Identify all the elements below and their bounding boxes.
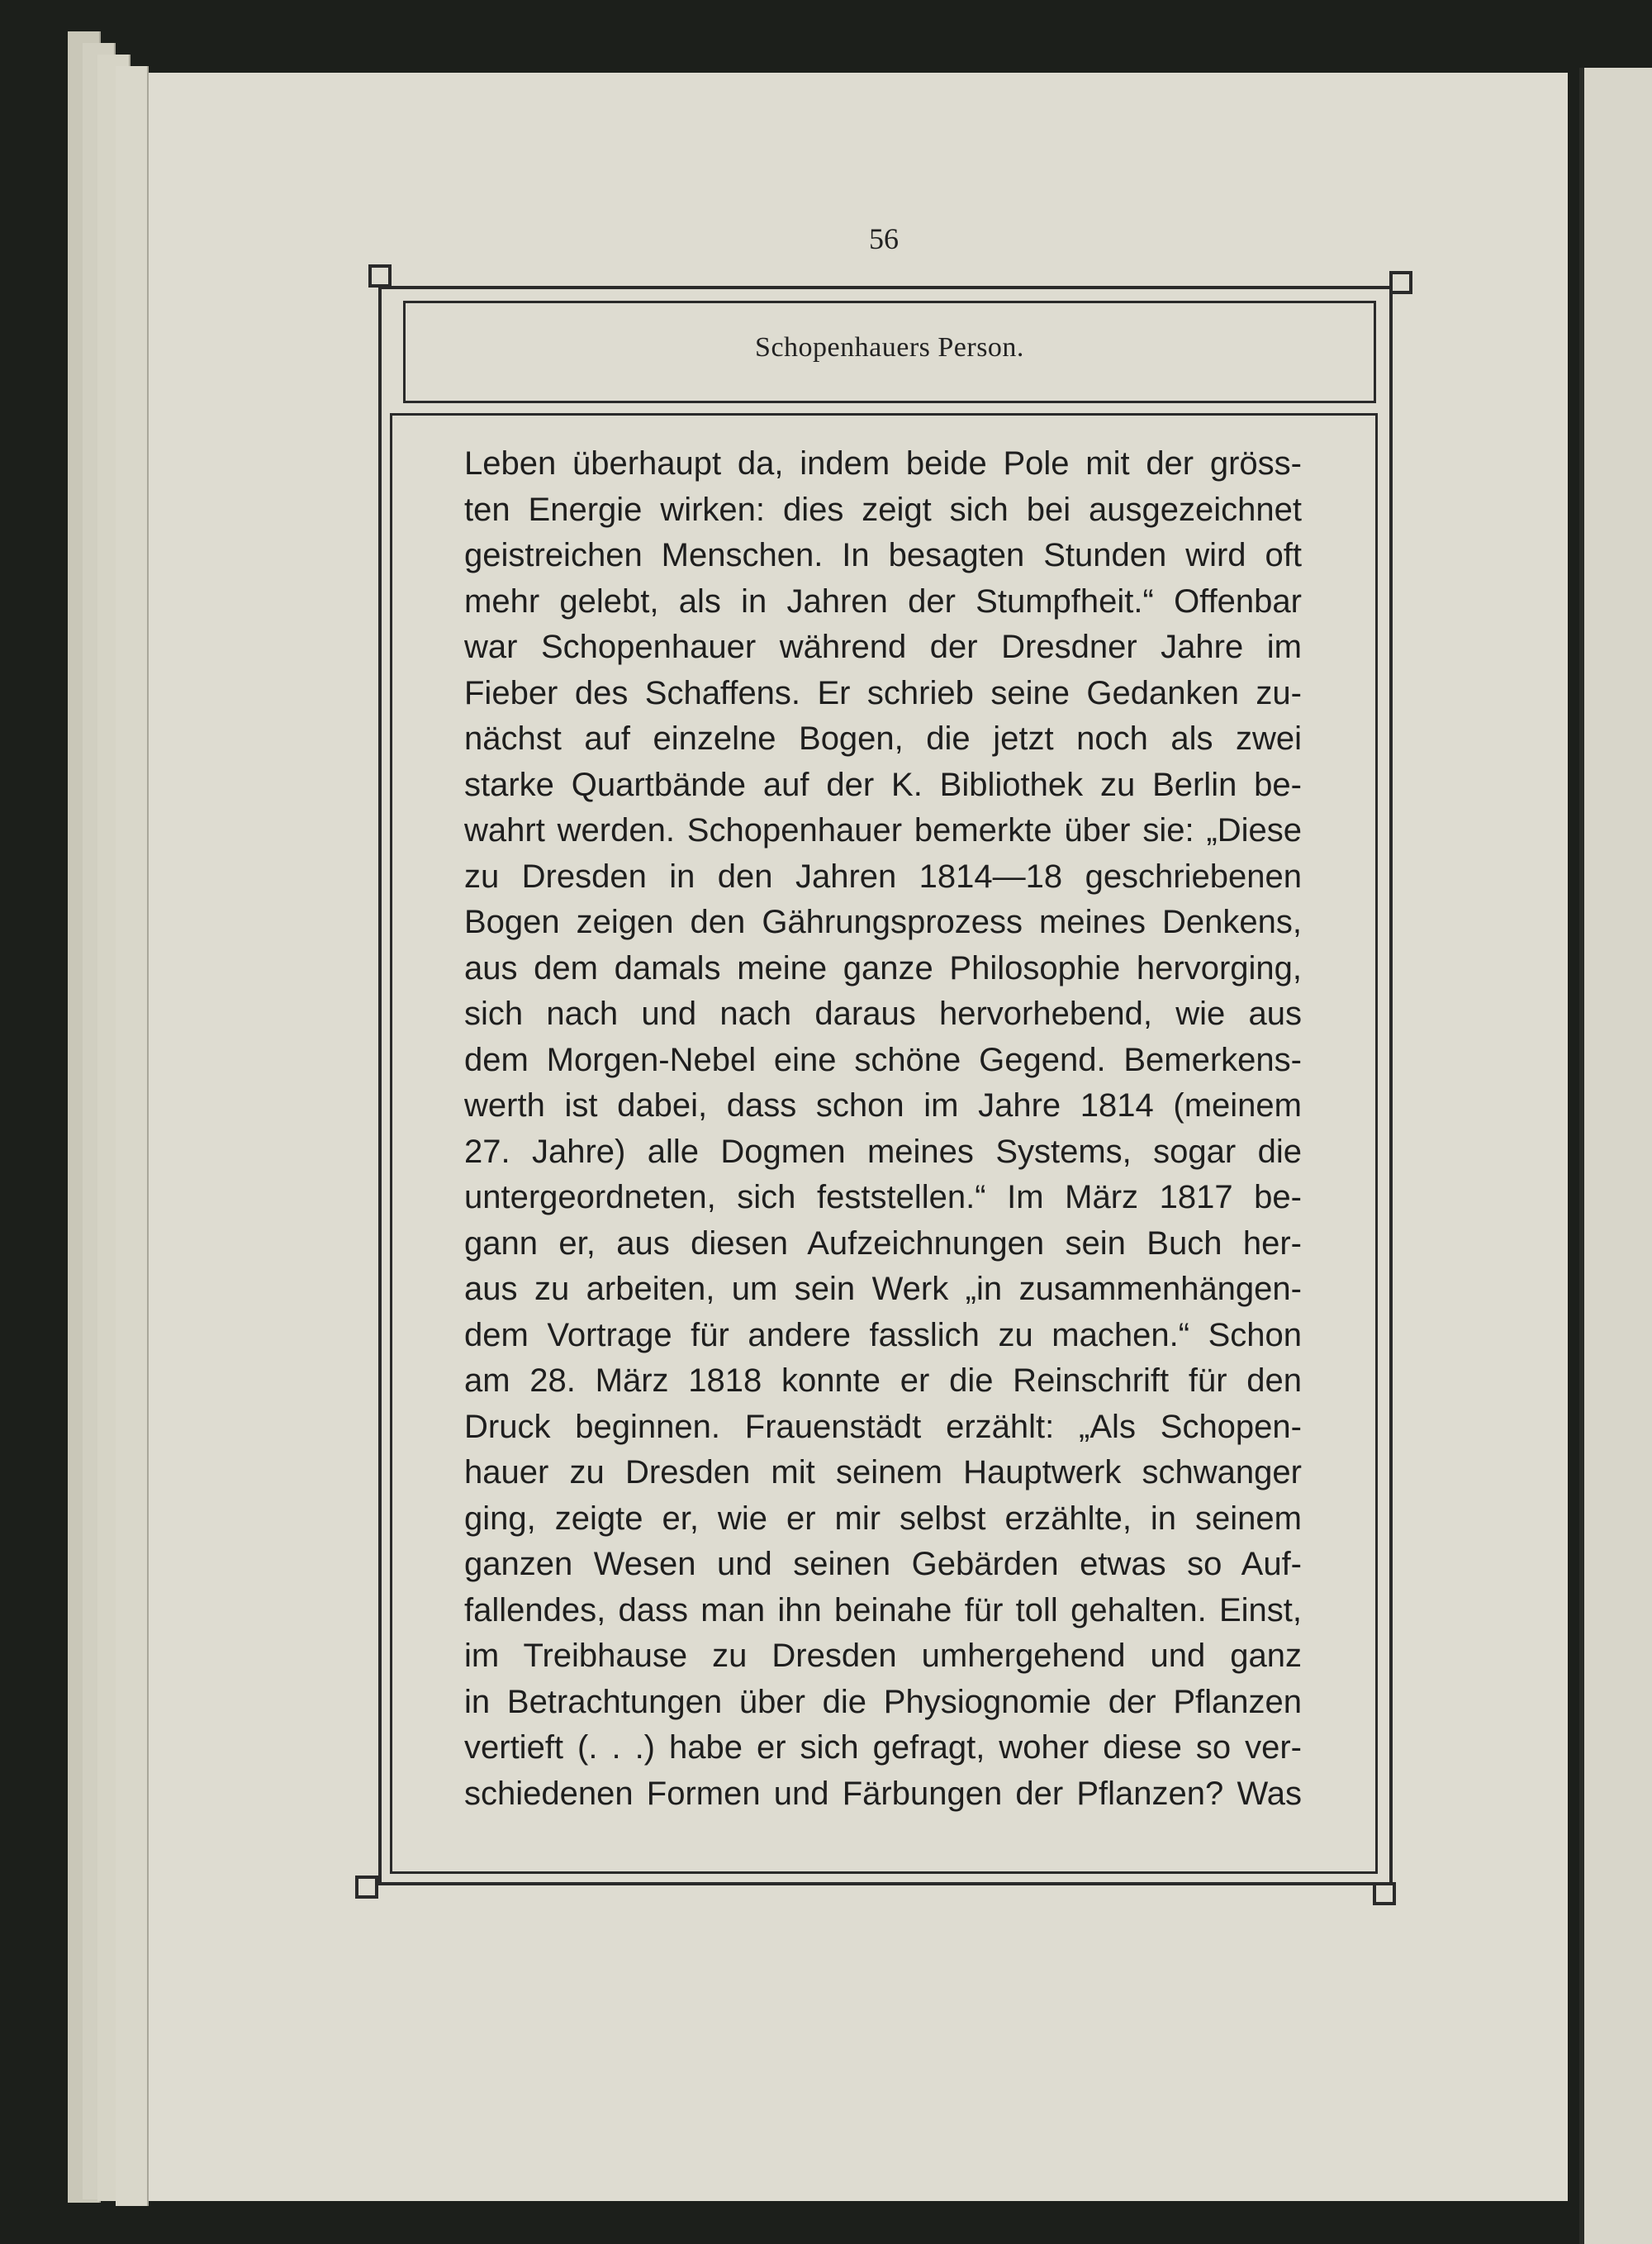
facing-page-edge: [1579, 68, 1652, 2244]
text-line: starke Quartbände auf der K. Bibliothek zu Berlin be-: [464, 766, 1302, 803]
running-head: Schopenhauers Person.: [755, 332, 1024, 363]
text-line: Leben überhaupt da, indem beide Pole mit der gröss-: [464, 445, 1302, 482]
text-line: dem Vortrage für andere fasslich zu machen.“ Schon: [464, 1316, 1302, 1353]
frame-corner-ornament: [1389, 271, 1412, 294]
text-line: Fieber des Schaffens. Er schrieb seine Gedanken zu-: [464, 674, 1302, 711]
text-line: wahrt werden. Schopenhauer bemerkte über sie: „Diese: [464, 812, 1302, 849]
text-line: Bogen zeigen den Gährungsprozess meines Denkens,: [464, 904, 1302, 940]
text-line: geistreichen Menschen. In besagten Stunden wird oft: [464, 537, 1302, 573]
frame-corner-ornament: [368, 264, 392, 288]
frame-right-line: [1389, 286, 1393, 1885]
text-line: werth ist dabei, dass schon im Jahre 1814 (meinem: [464, 1087, 1302, 1124]
text-line: am 28. März 1818 konnte er die Reinschrift für den: [464, 1362, 1302, 1399]
frame-corner-ornament: [355, 1876, 378, 1899]
text-line: mehr gelebt, als in Jahren der Stumpfheit.“ Offenbar: [464, 582, 1302, 620]
text-line: nächst auf einzelne Bogen, die jetzt noch als zwei: [464, 720, 1302, 757]
text-line: schiedenen Formen und Färbungen der Pflanzen? Was: [464, 1775, 1302, 1812]
text-line: fallendes, dass man ihn beinahe für toll gehalten. Einst,: [464, 1591, 1302, 1628]
frame-bottom-line: [367, 1882, 1391, 1885]
text-line: sich nach und nach daraus hervorhebend, wie aus: [464, 996, 1302, 1032]
page-edge: [116, 66, 149, 2206]
text-line: vertieft (. . .) habe er sich gefragt, woher diese so ver-: [464, 1729, 1302, 1766]
text-line: ging, zeigte er, wie er mir selbst erzählte, in seinem: [464, 1500, 1302, 1537]
text-line: in Betrachtungen über die Physiognomie der Pflanzen: [464, 1683, 1302, 1720]
text-line: gann er, aus diesen Aufzeichnungen sein Buch her-: [464, 1224, 1302, 1262]
frame-top-line: [380, 286, 1404, 289]
text-line: zu Dresden in den Jahren 1814—18 geschriebenen: [464, 858, 1302, 895]
text-line: 27. Jahre) alle Dogmen meines Systems, sogar die: [464, 1133, 1302, 1170]
text-line: aus zu arbeiten, um sein Werk „in zusammenhängen-: [464, 1271, 1302, 1307]
text-line: aus dem damals meine ganze Philosophie hervorging,: [464, 949, 1302, 987]
text-line: ten Energie wirken: dies zeigt sich bei ausgezeichnet: [464, 491, 1302, 528]
frame-corner-ornament: [1373, 1882, 1396, 1905]
text-line: Druck beginnen. Frauenstädt erzählt: „Als Schopen-: [464, 1408, 1302, 1445]
frame-left-line: [378, 286, 382, 1885]
text-line: ganzen Wesen und seinen Gebärden etwas so Auf-: [464, 1546, 1302, 1582]
text-line: dem Morgen-Nebel eine schöne Gegend. Bemerkens-: [464, 1041, 1302, 1078]
text-line: im Treibhause zu Dresden umhergehend und ganz: [464, 1638, 1302, 1674]
text-line: war Schopenhauer während der Dresdner Jahre im: [464, 629, 1302, 665]
text-line: hauer zu Dresden mit seinem Hauptwerk schwanger: [464, 1454, 1302, 1490]
page-number: 56: [869, 222, 899, 255]
body-text: [464, 441, 1302, 1817]
text-line: untergeordneten, sich feststellen.“ Im März 1817 be-: [464, 1179, 1302, 1215]
